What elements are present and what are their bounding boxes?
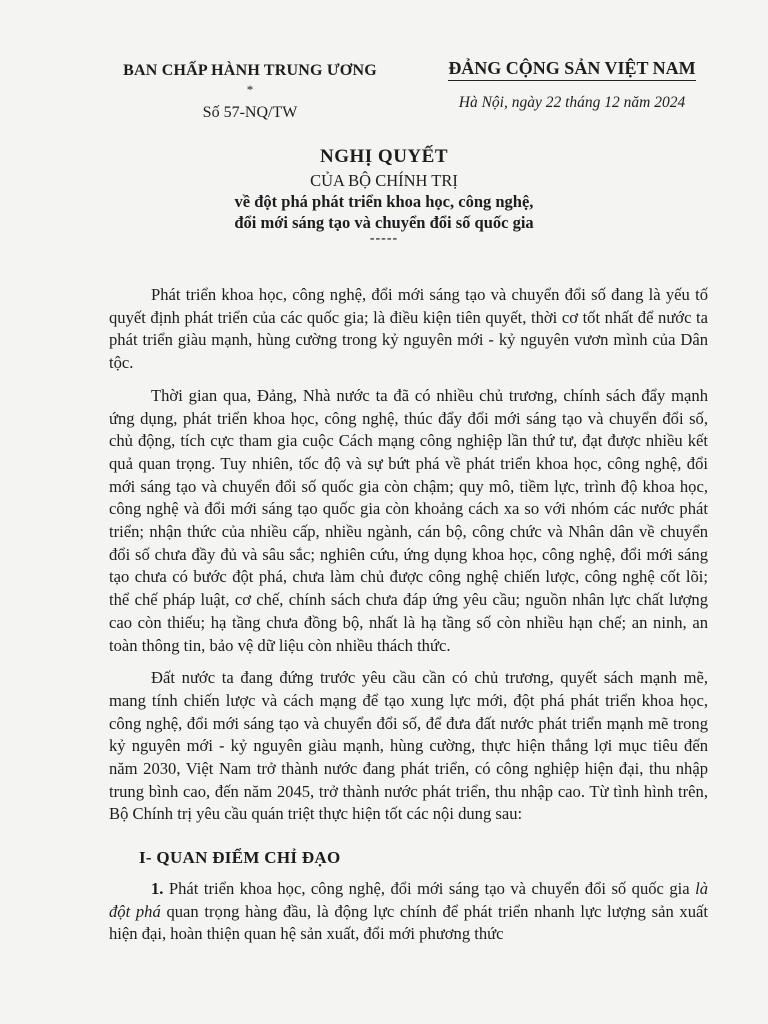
preamble [109,284,708,826]
section-heading: I- QUAN ĐIỂM CHỈ ĐẠO [139,848,341,867]
issuer-name: BAN CHẤP HÀNH TRUNG ƯƠNG [123,62,377,79]
item-emphasis: là đột phá [109,879,708,921]
item-text-b: quan trọng hàng đầu, là động lực chính để phát triển nhanh lực lượng sản xuất hiện đại, hoàn thiện quan hệ sản xuất, đổi mới phương thức [109,901,709,944]
title-separator: ----- [369,231,399,246]
item-number: 1. [151,879,164,898]
paragraph-3: Đất nước ta đang đứng trước yêu cầu cần có chủ trương, quyết sách mạnh mẽ, mang tính chiến lược và cách mạng để tạo xung lực mới, đột phá phát triển khoa học, công nghệ, đổi mới sáng tạo và chuyển đổi số, để đưa đất nước phát triển mạnh mẽ trong kỷ nguyên mới - kỷ nguyên giàu mạnh, hùng cường, thực hiện thắng lợi mục tiêu đến năm 2030, Việt Nam trở thành nước đang phát triển, có công nghiệp hiện đại, thu nhập trung bình cao, đến năm 2045, trở thành nước phát triển, thu nhập cao. Từ tình hình trên, Bộ Chính trị yêu cầu quán triệt thực hiện tốt các nội dung sau: [109,668,708,824]
party-block [432,58,712,112]
document-number: Số 57-NQ/TW [202,104,298,121]
title-issuer: CỦA BỘ CHÍNH TRỊ [310,171,458,190]
issuer-block [100,62,400,122]
title-subject-line-2: đổi mới sáng tạo và chuyển đổi số quốc gia [234,213,534,232]
document-title [0,146,768,245]
paragraph-1: Phát triển khoa học, công nghệ, đổi mới sáng tạo và chuyển đổi số đang là yếu tố quyết định phát triển của các quốc gia; là điều kiện tiên quyết, thời cơ tốt nhất để nước ta phát triển giàu mạnh, hùng cường trong kỷ nguyên mới - kỷ nguyên vươn mình của Dân tộc. [109,285,708,373]
issue-date: Hà Nội, ngày 22 tháng 12 năm 2024 [458,94,686,111]
paragraph-2: Thời gian qua, Đảng, Nhà nước ta đã có nhiều chủ trương, chính sách đẩy mạnh ứng dụng, phát triển khoa học, công nghệ, thúc đẩy đổi mới sáng tạo và chuyển đổi số, chủ động, tích cực tham gia cuộc Cách mạng công nghiệp lần thứ tư, đạt được nhiều kết quả quan trọng. Tuy nhiên, tốc độ và sự bứt phá về phát triển khoa học, công nghệ, đổi mới sáng tạo và chuyển đổi số quốc gia còn chậm; quy mô, tiềm lực, trình độ khoa học, công nghệ và đổi mới sáng tạo quốc gia còn khoảng cách xa so với nhóm các nước phát triển; nhận thức của nhiều cấp, nhiều ngành, cán bộ, công chức và Nhân dân về chuyển đổi số chưa đầy đủ và sâu sắc; nghiên cứu, ứng dụng khoa học, công nghệ, đổi mới sáng tạo chưa có bước đột phá, chưa làm chủ được công nghệ chiến lược, công nghệ cốt lõi; thể chế pháp luật, cơ chế, chính sách chưa đáp ứng yêu cầu; nguồn nhân lực chất lượng cao còn thiếu; hạ tầng chưa đồng bộ, nhất là hạ tầng số còn nhiều hạn chế; an ninh, an toàn thông tin, bảo vệ dữ liệu còn nhiều thách thức. [109,385,708,655]
item-text-a: Phát triển khoa học, công nghệ, đổi mới sáng tạo và chuyển đổi số quốc gia [163,879,696,898]
star-mark: * [246,82,254,97]
section-item-1 [109,878,708,946]
title-subject-line-1: về đột phá phát triển khoa học, công nghệ, [234,192,534,211]
party-name: ĐẢNG CỘNG SẢN VIỆT NAM [448,58,695,81]
section-body [109,878,708,946]
title-type: NGHỊ QUYẾT [320,146,448,167]
